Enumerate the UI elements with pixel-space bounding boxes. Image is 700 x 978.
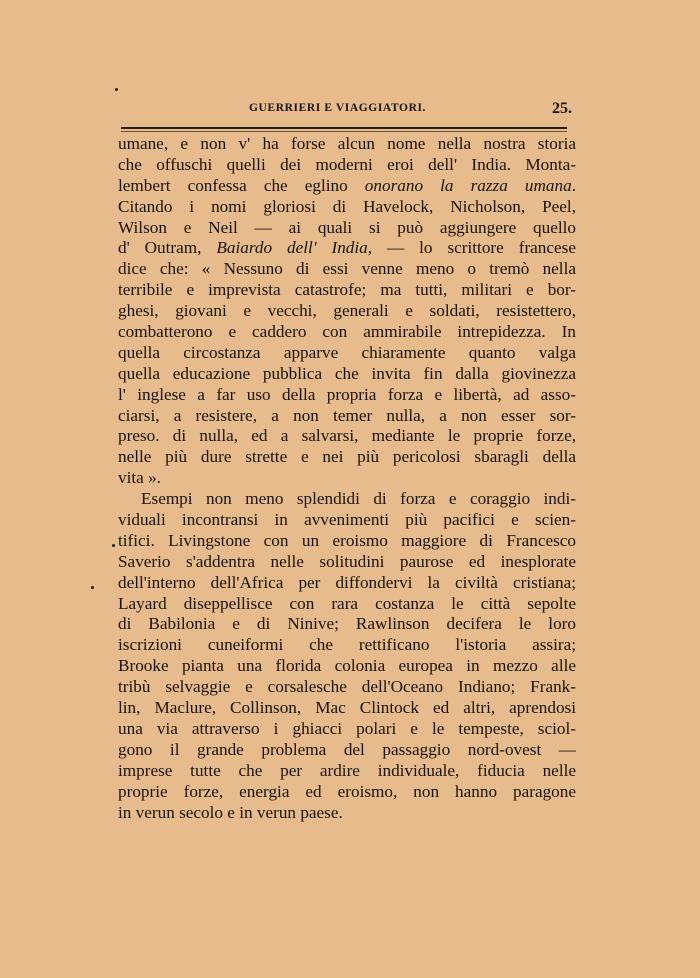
text-line: terribile e imprevista catastrofe; ma tutti, militari e bor-: [118, 280, 576, 300]
text-line: Saverio s'addentra nelle solitudini paurose ed inesplorate: [118, 551, 576, 571]
text-line: lin, Maclure, Collinson, Mac Clintock ed altri, aprendosi: [118, 698, 576, 718]
text-line: l' inglese a far uso della propria forza e libertà, ad asso-: [118, 384, 576, 404]
text-line: nelle più dure strette e nei più pericolosi sbaragli della: [118, 447, 576, 467]
page-number: 25.: [552, 100, 572, 117]
text-line: quella circostanza apparve chiaramente quanto valga: [118, 342, 576, 362]
text-line: preso. di nulla, ed a salvarsi, mediante le proprie forze,: [118, 426, 576, 446]
text-line: Esempi non meno splendidi di forza e coraggio indi-: [141, 489, 576, 509]
text-line: combatterono e caddero con ammirabile intrepidezza. In: [118, 322, 576, 342]
text-line: Brooke pianta una florida colonia europea in mezzo alle: [118, 656, 576, 676]
header-rule: [121, 127, 567, 129]
text-line: iscrizioni cuneiformi che rettificano l'istoria assira;: [118, 635, 576, 655]
text-run: .: [571, 175, 576, 195]
text-line: dice che: « Nessuno di essi venne meno o tremò nella: [118, 259, 576, 279]
text-line: umane, e non v' ha forse alcun nome nella nostra storia: [118, 134, 576, 153]
text-line: ciarsi, a resistere, a non temer nulla, a non esser sor-: [118, 405, 576, 425]
ink-speck: [91, 586, 94, 589]
ink-speck: [112, 544, 115, 547]
text-line: [118, 176, 576, 197]
text-line: che offuschi quelli dei moderni eroi dell' India. Monta-: [118, 154, 576, 174]
text-line: viduali incontransi in avvenimenti più pacifici e scien-: [118, 510, 576, 530]
text-run: — lo scrittore francese: [372, 238, 576, 258]
text-line: gono il grande problema del passaggio nord-ovest —: [118, 739, 576, 759]
text-line: Layard diseppellisce con rara costanza le città sepolte: [118, 593, 576, 613]
ink-speck: [115, 88, 118, 91]
italic-phrase: onorano la razza umana: [364, 175, 572, 195]
text-line: di Babilonia e di Ninive; Rawlinson decifera le loro: [118, 614, 576, 634]
italic-phrase: Baiardo dell' India,: [216, 238, 373, 258]
text-line: Wilson e Neil — ai quali si può aggiungere quello: [118, 217, 576, 237]
paragraph: [118, 489, 576, 823]
text-line: Citando i nomi gloriosi di Havelock, Nicholson, Peel,: [118, 196, 576, 216]
text-line: quella educazione pubblica che invita fin dalla giovinezza: [118, 363, 576, 383]
text-line: vita ».: [118, 468, 161, 488]
text-line: dell'interno dell'Africa per diffondervi la civiltà cristiana;: [118, 572, 576, 592]
running-title: GUERRIERI E VIAGGIATORI.: [249, 102, 427, 114]
paragraph: [118, 134, 576, 489]
running-header: [118, 100, 576, 120]
text-line: [118, 238, 576, 259]
text-line: ghesi, giovani e vecchi, generali e soldati, resistettero,: [118, 301, 576, 321]
text-line: proprie forze, energia ed eroismo, non hanno paragone: [118, 781, 576, 801]
text-line: tribù selvaggie e corsalesche dell'Oceano Indiano; Frank-: [118, 677, 576, 697]
header-rule-thin: [121, 131, 567, 132]
text-run: lembert confessa che eglino: [118, 175, 365, 195]
text-run: d' Outram,: [118, 238, 217, 258]
text-line: una via attraverso i ghiacci polari e le tempeste, sciol-: [118, 718, 576, 738]
text-line: tifici. Livingstone con un eroismo maggiore di Francesco: [118, 530, 576, 550]
text-line: in verun secolo e in verun paese.: [118, 802, 343, 822]
text-line: imprese tutte che per ardire individuale, fiducia nelle: [118, 760, 576, 780]
body-text: [118, 134, 576, 823]
